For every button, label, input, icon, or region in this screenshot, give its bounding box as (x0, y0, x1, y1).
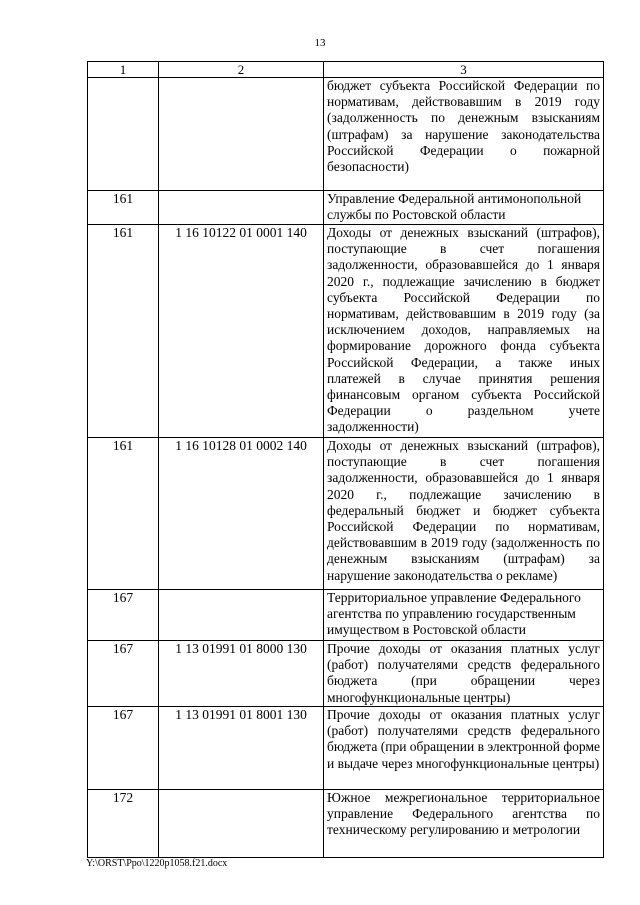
income-code-cell: 1 16 10122 01 0001 140 (159, 225, 324, 438)
file-path-footer: Y:\ORST\Ppo\1220p1058.f21.docx (86, 858, 228, 869)
header-col-3: 3 (324, 62, 604, 78)
table-row (88, 590, 604, 641)
admin-code-cell: 161 (88, 438, 159, 590)
income-code-cell: 1 16 10128 01 0002 140 (159, 438, 324, 590)
table-row (88, 191, 604, 225)
income-code-cell (159, 590, 324, 641)
income-codes-table (87, 61, 604, 858)
admin-code-cell: 172 (88, 790, 159, 858)
header-col-1: 1 (88, 62, 159, 78)
page-number: 13 (314, 37, 326, 49)
income-code-cell: 1 13 01991 01 8000 130 (159, 641, 324, 707)
table-row (88, 641, 604, 707)
table-row (88, 225, 604, 438)
header-col-2: 2 (159, 62, 324, 78)
description-cell: бюджет субъекта Российской Федерации по нормативам, действовавшим в 2019 году (задолженность по денежным взысканиям (штрафам) за нарушение законодательства Российской Федерации о пожарной безопасности) (324, 78, 604, 191)
description-cell: Территориальное управление Федерального агентства по управлению государственным имуществом в Ростовской области (324, 590, 604, 641)
description-cell: Доходы от денежных взысканий (штрафов), поступающие в счет погашения задолженности, образовавшейся до 1 января 2020 г., подлежащие зачислению в федеральный бюджет и бюджет субъекта Российской Федерации по нормативам, действовавшим в 2019 году (задолженность по денежным взысканиям (штрафам) за нарушение законодательства о рекламе) (324, 438, 604, 590)
table-header-row (88, 62, 604, 78)
description-cell: Доходы от денежных взысканий (штрафов), поступающие в счет погашения задолженности, образовавшейся до 1 января 2020 г., подлежащие зачислению в бюджет субъекта Российской Федерации по нормативам, действовавшим в 2019 году (за исключением доходов, направляемых на формирование дорожного фонда субъекта Российской Федерации, а также иных платежей в случае принятия решения финансовым органом субъекта Российской Федерации о раздельном учете задолженности) (324, 225, 604, 438)
admin-code-cell: 167 (88, 590, 159, 641)
income-code-cell: 1 13 01991 01 8001 130 (159, 707, 324, 790)
description-cell: Управление Федеральной антимонопольной службы по Ростовской области (324, 191, 604, 225)
admin-code-cell: 161 (88, 225, 159, 438)
income-code-cell (159, 78, 324, 191)
admin-code-cell: 161 (88, 191, 159, 225)
table-row (88, 790, 604, 858)
income-code-cell (159, 790, 324, 858)
income-code-cell (159, 191, 324, 225)
table-row (88, 78, 604, 191)
description-cell: Южное межрегиональное территориальное управление Федерального агентства по техническому регулированию и метрологии (324, 790, 604, 858)
admin-code-cell: 167 (88, 641, 159, 707)
admin-code-cell: 167 (88, 707, 159, 790)
table-row (88, 438, 604, 590)
table-row (88, 707, 604, 790)
description-cell: Прочие доходы от оказания платных услуг (работ) получателями средств федерального бюджета (при обращении в электронной форме и выдаче через многофункциональные центры) (324, 707, 604, 790)
admin-code-cell (88, 78, 159, 191)
description-cell: Прочие доходы от оказания платных услуг (работ) получателями средств федерального бюджета (при обращении через многофункциональные центры) (324, 641, 604, 707)
